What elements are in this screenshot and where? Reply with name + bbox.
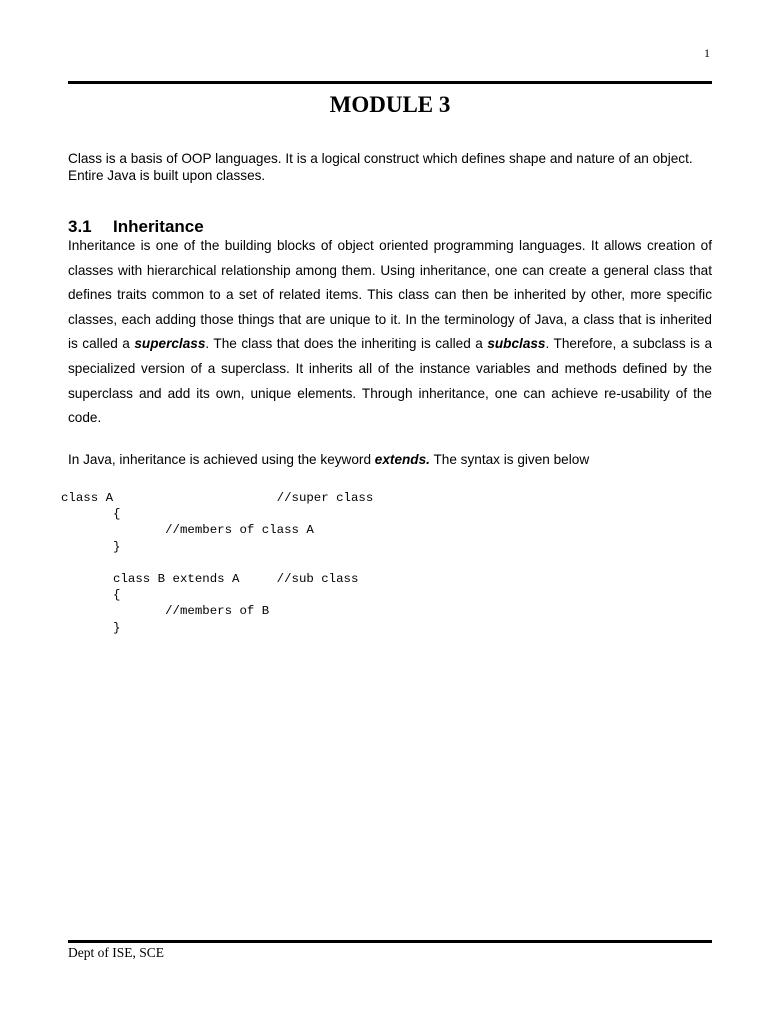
paragraph-text-1: Inheritance is one of the building blocks of object oriented programming languages. It allows creation of classes with hierarchical relationship among them. Using inheritance, one can create a general class that defines traits common to a set of related items. This class can then be inherited by other, more specific classes, each adding those things that are unique to it. In the terminology of Java, a class that is inherited is called a [68,238,712,352]
term-subclass: subclass [487,336,546,352]
keyword-extends: extends. [374,452,430,467]
inheritance-paragraph [68,234,712,431]
extends-sentence-text-1: In Java, inheritance is achieved using the keyword [68,452,375,467]
term-superclass: superclass [134,336,206,352]
paragraph-text-3: . Therefore, a subclass is a specialized version of a superclass. It inherits all of the instance variables and methods defined by the superclass and add its own, unique elements. Through inheritance, one can achieve re-usability of the code. [68,336,712,426]
intro-paragraph: Class is a basis of OOP languages. It is a logical construct which defines shape and nature of an object. Entire Java is built upon classes. [68,151,693,183]
section-title: Inheritance [113,217,204,236]
header-rule [68,81,712,84]
extends-sentence [68,450,712,470]
extends-sentence-text-2: The syntax is given below [429,452,590,467]
code-block: class A //super class { //members of class A } class B extends A //sub class { //members of B } [61,491,374,635]
section-number: 3.1 [68,217,92,236]
page-number: 1 [704,46,710,60]
module-title: MODULE 3 [329,92,451,117]
footer-rule [68,940,712,943]
paragraph-text-2: . The class that does the inheriting is called a [205,336,488,352]
footer-text: Dept of ISE, SCE [68,945,164,960]
